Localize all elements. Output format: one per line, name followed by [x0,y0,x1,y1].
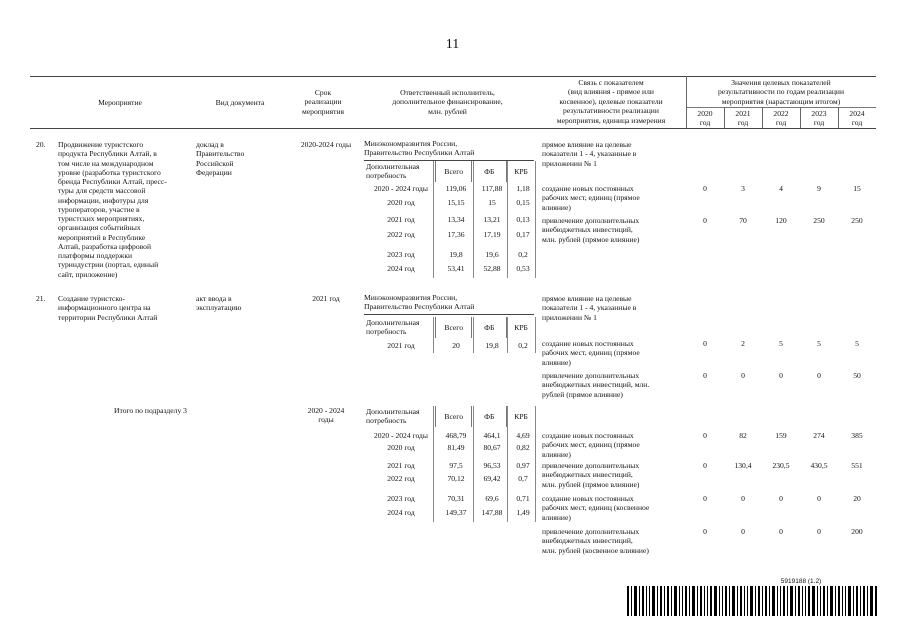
fin-col-border [473,161,474,278]
indicator-value: 250 [851,216,863,225]
fin-period: 2020 год [387,198,415,207]
page-number: 11 [445,37,460,52]
indicator-value: 0 [703,527,707,536]
fin-fb: 69,42 [483,474,501,483]
fin-fb: 464,1 [483,431,501,440]
fin-total: 81,49 [447,443,465,452]
fin-col-border [433,317,434,353]
term-text: 2021 год [312,294,340,303]
fin-total: 20 [452,341,460,350]
fin-col-border [535,317,536,353]
fin-krb-header: КРБ [514,322,528,332]
indicator-value: 0 [703,431,707,440]
fin-need-header: Дополнительная потребность [364,161,436,182]
fin-krb: 0,13 [516,215,530,224]
fin-krb-header: КРБ [514,411,528,421]
indicator-value: 82 [739,431,747,440]
fin-krb: 4,69 [516,431,530,440]
indicator-value: 20 [853,494,861,503]
executor-text: Минэкономразвития России, Правительство Республики Алтай [364,139,534,161]
header-event: Мероприятие [98,98,142,107]
fin-total: 19,8 [449,250,463,259]
indicator-value: 274 [813,431,825,440]
fin-col-border [507,317,508,353]
indicator-label: привлечение дополнительных внебюджетных инвестиций, млн. рублей (прямое влияние) [542,216,640,244]
fin-col-border [473,317,474,353]
fin-total: 53,41 [447,264,465,273]
fin-total: 17,36 [447,230,465,239]
indicator-label: привлечение дополнительных внебюджетных инвестиций, млн. рублей (прямое влияние) [542,461,640,489]
indicator-value: 0 [703,494,707,503]
indicator-value: 0 [703,339,707,348]
fin-period: 2022 год [387,230,415,239]
fin-col-border [507,161,508,278]
fin-krb: 0,2 [518,341,528,350]
fin-krb: 1,18 [516,184,530,193]
fin-fb-header: ФБ [472,317,507,338]
fin-period: 2020 год [387,443,415,452]
indicator-value: 0 [779,371,783,380]
header-year: 2022 год [773,109,789,128]
fin-total: 97,5 [449,461,463,470]
indicator-value: 250 [813,216,825,225]
fin-period: 2023 год [387,494,415,503]
event-text: Продвижение туристского продукта Республики Алтай, в том числе на международном уровне (разработка туристского бренда Республики Алтай, пресс- туры для средств массовой информации, инфотуры для туроператоров, участие в туристских мероприятиях, организация событийных мероприятий в Республике Алтай, разработка цифровой платформы поддержки туриндустрии (портал, единый сайт, приложение) [58,140,167,279]
link-intro: прямое влияние на целевые показатели 1 - 4, указанные в приложении № 1 [542,140,637,168]
indicator-value: 5 [779,339,783,348]
fin-period: 2024 год [387,508,415,517]
indicator-value: 0 [741,527,745,536]
fin-need-header: Дополнительная потребность [364,406,436,427]
fin-total-header: Всего [436,406,472,427]
fin-krb: 0,15 [516,198,530,207]
row-number: 20. [36,140,46,149]
indicator-value: 159 [775,431,787,440]
indicator-value: 2 [741,339,745,348]
fin-period: 2021 год [387,215,415,224]
fin-fb: 19,6 [485,250,499,259]
fin-period: 2023 год [387,250,415,259]
fin-krb: 0,17 [516,230,530,239]
header-year: 2023 год [811,109,827,128]
fin-fb: 96,53 [483,461,501,470]
indicator-value: 120 [775,216,787,225]
fin-period: 2020 - 2024 годы [373,184,429,193]
fin-total: 70,12 [447,474,465,483]
fin-fb: 52,88 [483,264,501,273]
indicator-value: 0 [741,494,745,503]
doc-type-text: доклад в Правительство Российской Федерации [196,140,245,177]
financing-header-row [364,161,535,182]
fin-fb-header: ФБ [472,161,507,182]
indicator-label: создание новых постоянных рабочих мест, единиц (косвенное влияние) [542,494,650,522]
fin-need-header: Дополнительная потребность [364,317,436,338]
indicator-label: привлечение дополнительных внебюджетных инвестиций, млн. рублей (косвенное влияние) [542,527,649,555]
fin-total: 119,06 [445,184,467,193]
financing-table [364,161,535,182]
header-year: 2024 год [849,109,865,128]
header-executor: Ответственный исполнитель, дополнительное финансирование, млн. рублей [392,88,503,116]
fin-col-border [507,406,508,522]
indicator-value: 0 [817,371,821,380]
indicator-label: создание новых постоянных рабочих мест, единиц (прямое влияние) [542,431,640,459]
barcode-icon [627,586,877,616]
fin-fb: 147,88 [481,508,503,517]
fin-period: 2021 год [387,461,415,470]
financing-header-row [364,406,535,427]
total-label: Итого по подразделу 3 [114,406,187,415]
indicator-value: 0 [703,371,707,380]
fin-total: 149,37 [445,508,467,517]
fin-col-border [433,161,434,278]
indicator-value: 0 [779,494,783,503]
indicator-value: 5 [855,339,859,348]
fin-total: 13,34 [447,215,465,224]
fin-total: 15,15 [447,198,465,207]
financing-header-row [364,317,535,338]
fin-col-border [433,406,434,522]
header-term: Срок реализации мероприятия [301,88,345,116]
fin-fb: 13,21 [483,215,501,224]
fin-fb-header: ФБ [472,406,507,427]
executor-text: Минэкономразвития России, Правительство Республики Алтай [364,293,534,315]
indicator-value: 551 [851,461,863,470]
fin-total-header: Всего [436,161,472,182]
fin-period: 2020 - 2024 годы [373,431,429,440]
fin-period: 2022 год [387,474,415,483]
indicator-value: 4 [779,184,783,193]
header-values-title: Значения целевых показателей результативности по годам реализации мероприятия (нарастающим итогом) [717,78,845,106]
indicator-value: 50 [853,371,861,380]
indicator-label: создание новых постоянных рабочих мест, единиц (прямое влияние) [542,339,640,367]
header-doc-type: Вид документа [215,98,265,107]
fin-fb: 69,6 [485,494,499,503]
row-number: 21. [36,294,46,303]
term-text: 2020-2024 годы [300,140,352,149]
fin-krb: 0,71 [516,494,530,503]
indicator-value: 0 [703,184,707,193]
header-bottom-rule [30,128,876,129]
fin-total-header: Всего [436,317,472,338]
fin-total: 70,31 [447,494,465,503]
indicator-value: 230,5 [772,461,790,470]
fin-col-border [473,406,474,522]
fin-krb: 1,49 [516,508,530,517]
total-term: 2020 - 2024 годы [307,406,345,425]
indicator-value: 0 [741,371,745,380]
fin-total: 468,79 [445,431,467,440]
header-top-rule [30,76,876,77]
indicator-value: 70 [739,216,747,225]
fin-krb-header: КРБ [514,166,528,176]
indicator-value: 0 [703,461,707,470]
fin-period: 2021 год [387,341,415,350]
header-year: 2021 год [735,109,751,128]
indicator-value: 430,5 [810,461,828,470]
fin-fb: 80,67 [483,443,501,452]
indicator-value: 9 [817,184,821,193]
indicator-label: создание новых постоянных рабочих мест, единиц (прямое влияние) [542,184,640,212]
years-rule [686,107,876,108]
fin-col-border [535,161,536,278]
fin-krb: 0,53 [516,264,530,273]
fin-krb: 0,97 [516,461,530,470]
fin-col-border [535,406,536,522]
indicator-value: 0 [779,527,783,536]
indicator-value: 385 [851,431,863,440]
indicator-value: 0 [703,216,707,225]
fin-krb: 0,2 [518,250,528,259]
indicator-value: 5 [817,339,821,348]
fin-krb: 0,82 [516,443,530,452]
fin-fb: 19,8 [485,341,499,350]
fin-period: 2024 год [387,264,415,273]
indicator-value: 0 [817,527,821,536]
header-year: 2020 год [697,109,713,128]
event-text: Создание туристско- информационного центра на территории Республики Алтай [58,294,158,322]
financing-table [364,406,535,427]
indicator-value: 0 [817,494,821,503]
indicator-value: 15 [853,184,861,193]
fin-krb: 0,7 [518,474,528,483]
indicator-value: 3 [741,184,745,193]
fin-fb: 17,19 [483,230,501,239]
fin-fb: 117,88 [481,184,503,193]
fin-fb: 15 [488,198,496,207]
indicator-value: 130,4 [734,461,752,470]
barcode-text: 5919188 (1.2) [780,578,822,585]
doc-type-text: акт ввода в эксплуатацию [196,294,242,313]
indicator-value: 200 [851,527,863,536]
link-intro: прямое влияние на целевые показатели 1 - 4, указанные в приложении № 1 [542,294,637,322]
header-link: Связь с показателем (вид влияния - прямое или косвенное), целевые показатели результативности реализации мероприятия, единица измерения [556,78,666,125]
financing-table [364,317,535,338]
indicator-label: привлечение дополнительных внебюджетных инвестиций, млн. рублей (прямое влияние) [542,371,650,399]
